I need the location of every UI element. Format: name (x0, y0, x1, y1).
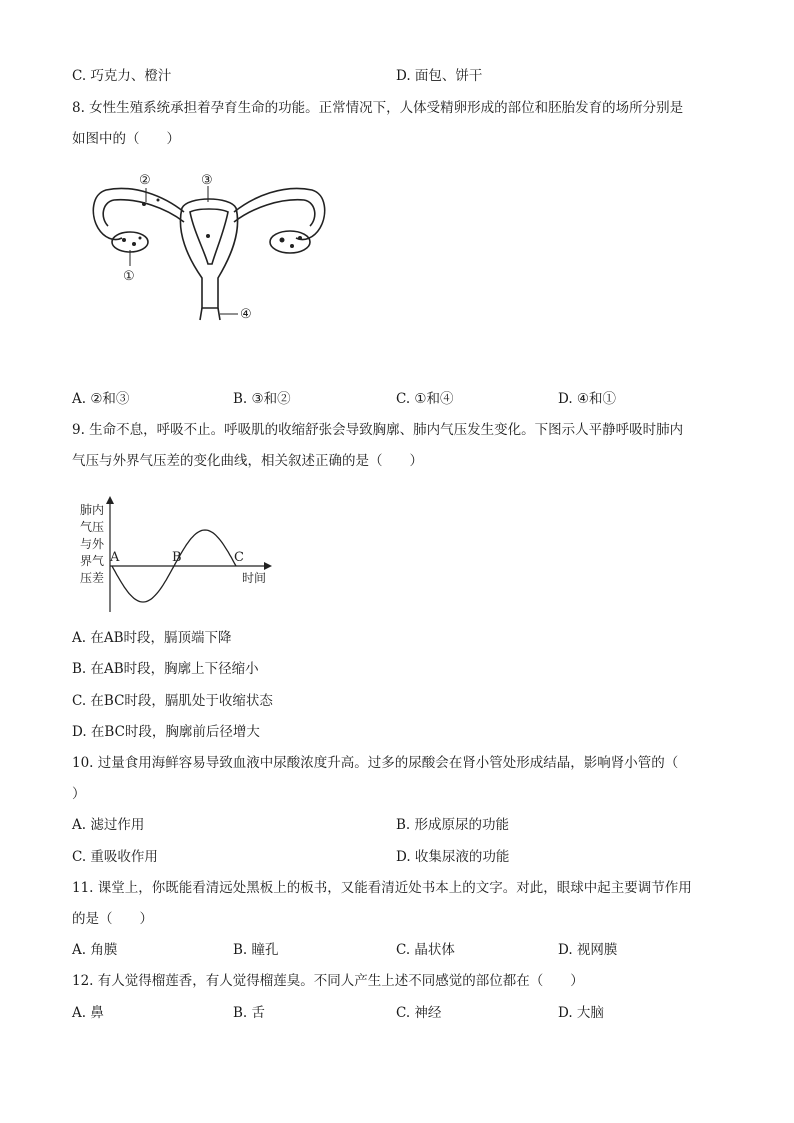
xlabel: 时间 (242, 571, 267, 585)
q11-stem-line1: 11. 课堂上，你既能看清远处黑板上的板书，又能看清近处书本上的文字。对此，眼球中起主要调节作用 (72, 880, 692, 896)
ylabel-line-2: 气压 (80, 520, 105, 534)
figure-label-1: ① (123, 269, 135, 284)
uterus-figure (84, 166, 344, 326)
q10-stem-line1: 10. 过量食用海鲜容易导致血液中尿酸浓度升高。过多的尿酸会在肾小管处形成结晶，影响肾小管的（ (72, 755, 679, 771)
q11-option-d: D. 视网膜 (558, 942, 618, 958)
figure-label-4: ④ (240, 307, 252, 322)
ylabel-line-4: 界气 (80, 554, 105, 568)
q12-stem-line1: 12. 有人觉得榴莲香，有人觉得榴莲臭。不同人产生上述不同感觉的部位都在（ ） (72, 973, 584, 989)
q10-option-b: B. 形成原尿的功能 (396, 817, 510, 833)
q12-option-d: D. 大脑 (558, 1005, 604, 1021)
y-axis-arrow (106, 496, 114, 504)
q8-stem-line2: 如图中的（ ） (72, 131, 180, 147)
ylabel-line-5: 压差 (80, 571, 105, 585)
q8-option-c: C. ①和④ (396, 391, 454, 407)
q10-stem-line2: ） (72, 786, 86, 802)
x-axis-arrow (264, 562, 272, 570)
q9-option-a: A. 在AB时段，膈顶端下降 (72, 630, 232, 646)
point-label-c: C (234, 550, 244, 565)
q12-option-c: C. 神经 (396, 1005, 442, 1021)
q9-option-c: C. 在BC时段，膈肌处于收缩状态 (72, 693, 273, 709)
q8-option-b: B. ③和② (233, 391, 291, 407)
q12-option-b: B. 舌 (233, 1005, 266, 1021)
pressure-chart (78, 494, 278, 618)
q7-option-c: C. 巧克力、橙汁 (72, 68, 172, 84)
q9-option-b: B. 在AB时段，胸廓上下径缩小 (72, 661, 259, 677)
q10-option-c: C. 重吸收作用 (72, 849, 158, 865)
q9-option-d: D. 在BC时段，胸廓前后径增大 (72, 724, 260, 740)
q11-stem-line2: 的是（ ） (72, 911, 153, 927)
q7-option-d: D. 面包、饼干 (396, 68, 483, 84)
q9-stem-line2: 气压与外界气压差的变化曲线，相关叙述正确的是（ ） (72, 453, 423, 469)
ylabel-line-1: 肺内 (80, 503, 105, 517)
q8-stem-line1: 8. 女性生殖系统承担着孕育生命的功能。正常情况下，人体受精卵形成的部位和胚胎发育的场所分别是 (72, 100, 684, 116)
q12-option-a: A. 鼻 (72, 1005, 104, 1021)
q8-option-a: A. ②和③ (72, 391, 130, 407)
q8-option-d: D. ④和① (558, 391, 617, 407)
ylabel-line-3: 与外 (80, 537, 105, 551)
figure-label-3: ③ (201, 173, 213, 188)
point-label-b: B (172, 550, 182, 565)
q9-stem-line1: 9. 生命不息，呼吸不止。呼吸肌的收缩舒张会导致胸廓、肺内气压发生变化。下图示人平静呼吸时肺内 (72, 422, 684, 438)
q11-option-b: B. 瞳孔 (233, 942, 279, 958)
q10-option-a: A. 滤过作用 (72, 817, 145, 833)
q10-option-d: D. 收集尿液的功能 (396, 849, 510, 865)
q11-option-a: A. 角膜 (72, 942, 118, 958)
point-label-a: A (110, 550, 120, 565)
q11-option-c: C. 晶状体 (396, 942, 455, 958)
figure-label-2: ② (139, 173, 151, 188)
